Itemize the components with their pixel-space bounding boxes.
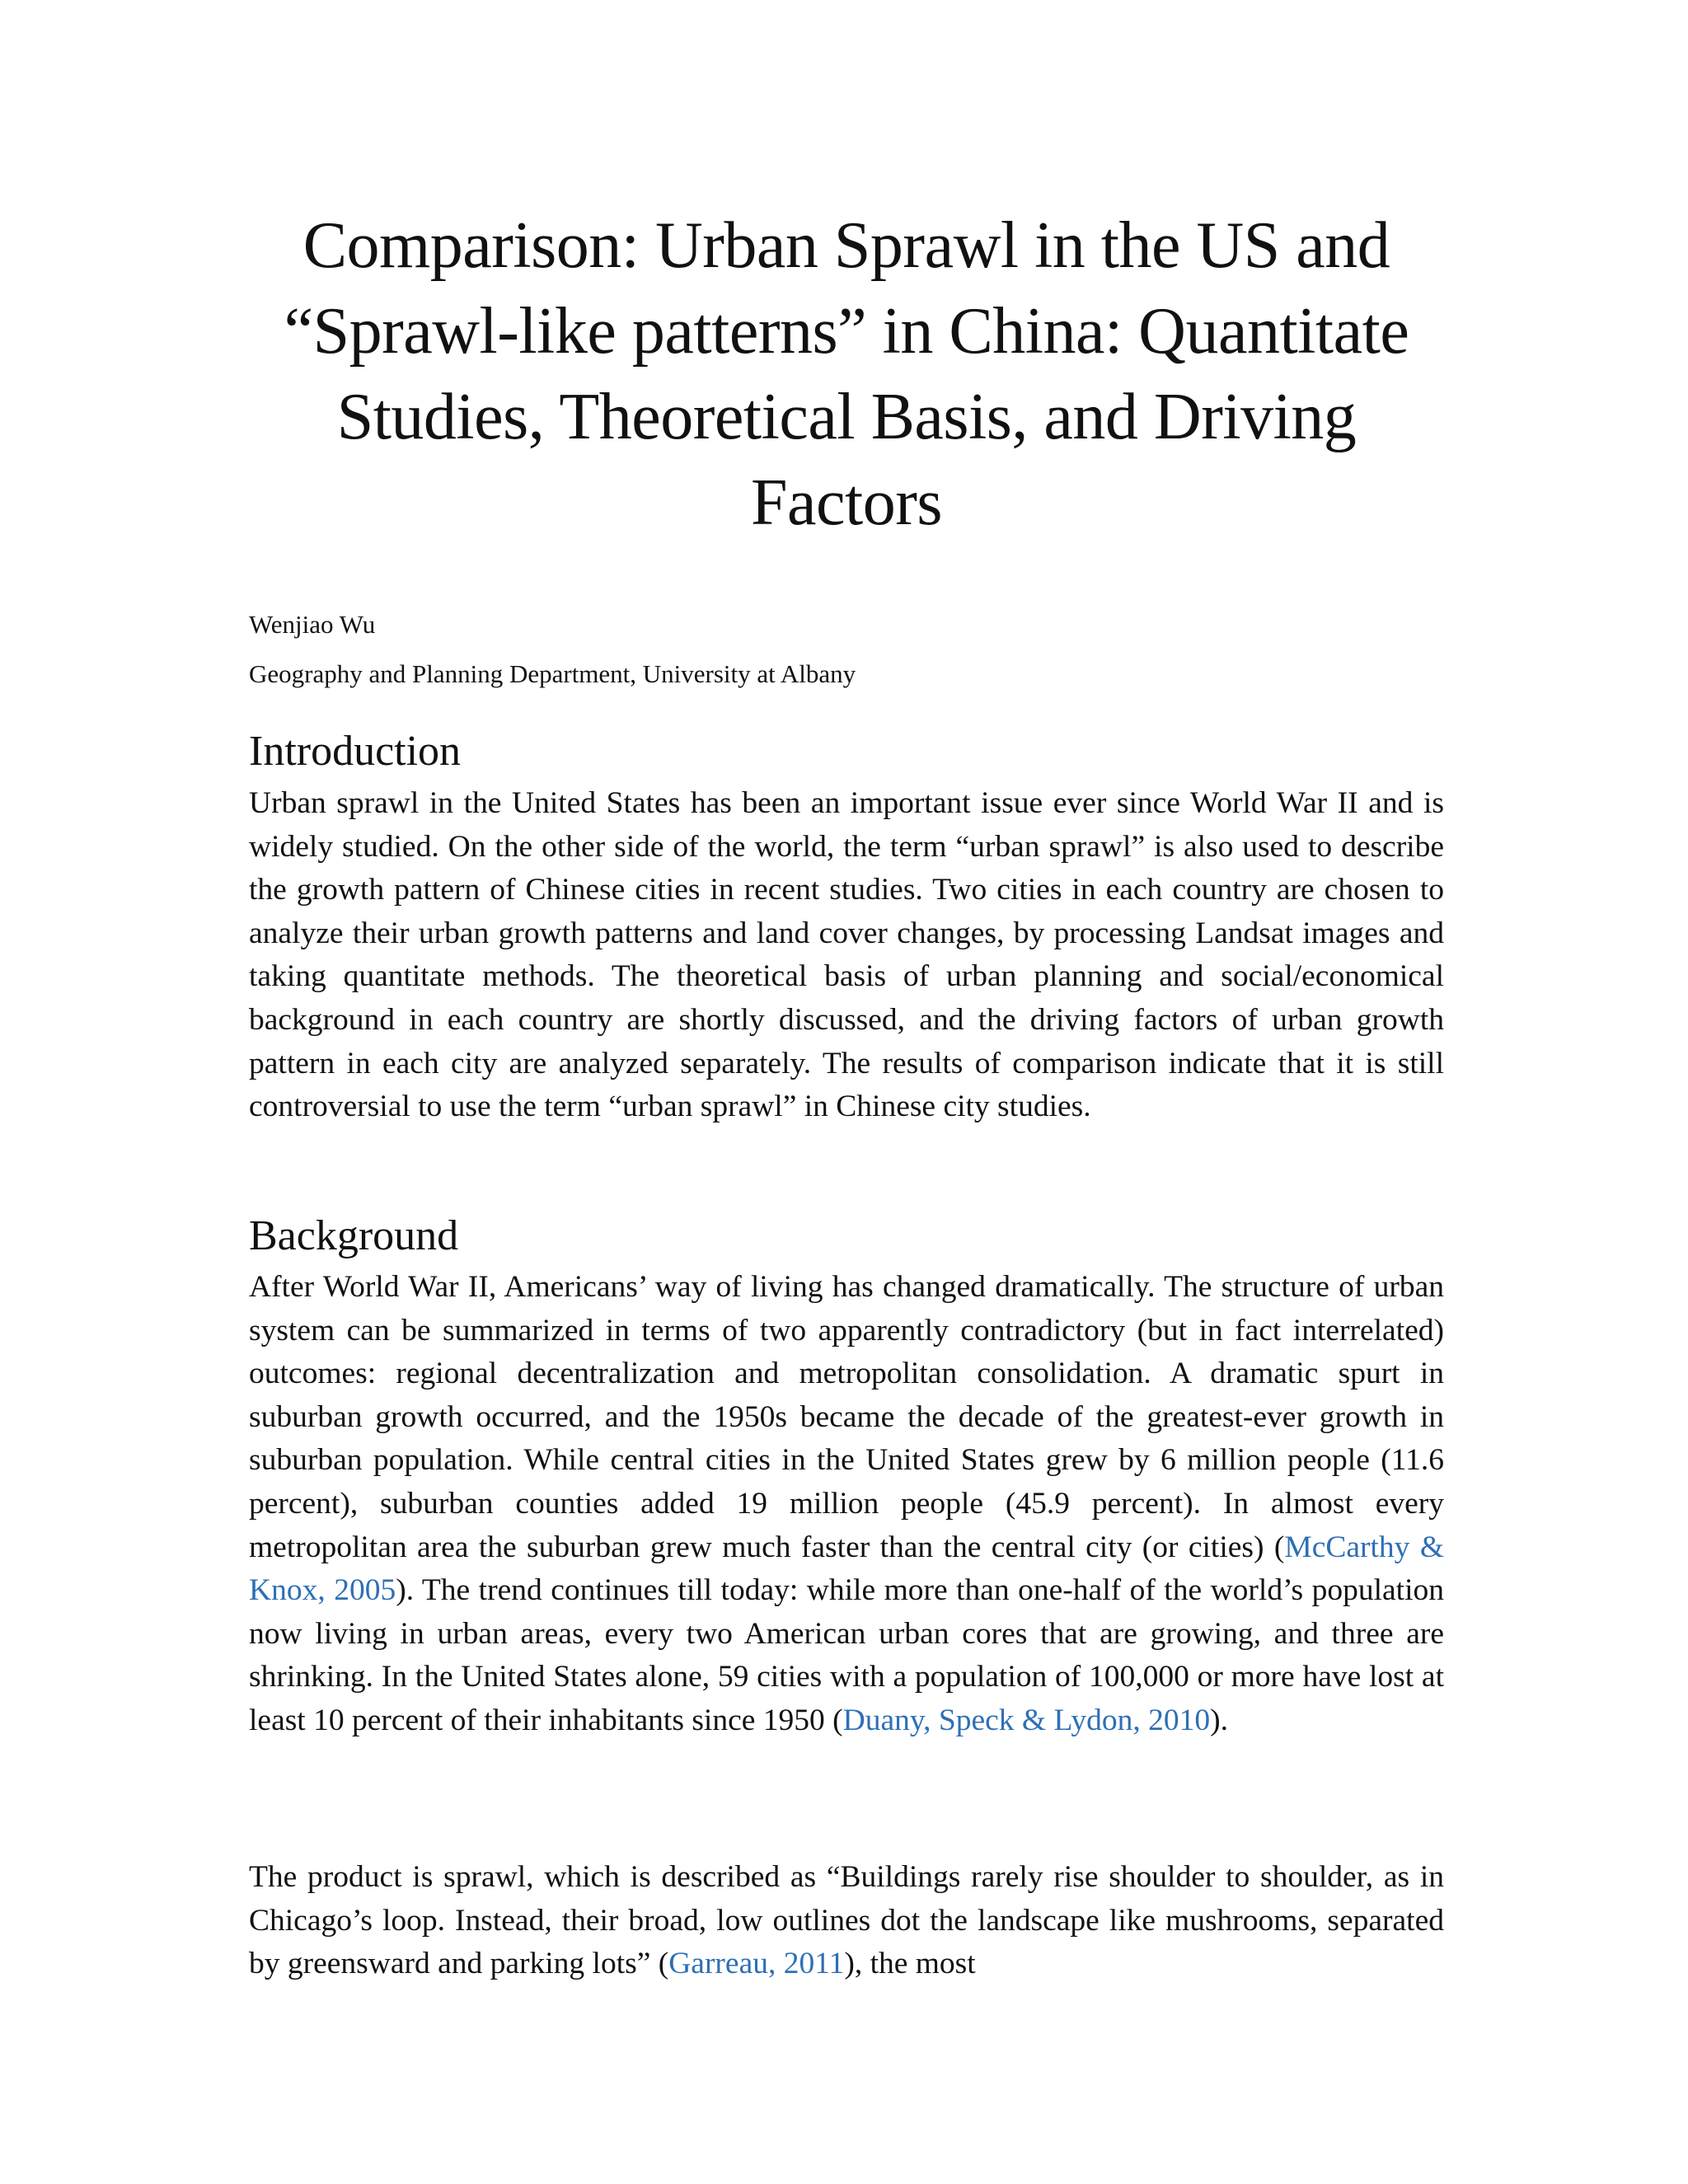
section-heading-background: Background — [249, 1212, 459, 1259]
paragraph-text: ). The trend continues till today: while more than one-half of the world’s population now living in urban areas, every two American urban cores that are growing, and three are shrinking. In the United States alone, 59 cities with a population of 100,000 or more have lost at least 10 percent of their inhabitants since 1950 ( — [249, 1573, 1444, 1737]
author-name: Wenjiao Wu — [249, 610, 376, 639]
background-paragraph-1 — [249, 1266, 1444, 1743]
citation-link[interactable]: Garreau, 2011 — [668, 1947, 845, 1981]
author-affiliation: Geography and Planning Department, University at Albany — [249, 659, 856, 688]
introduction-paragraph: Urban sprawl in the United States has been an important issue ever since World War II and is widely studied. On the other side of the world, the term “urban sprawl” is also used to describe the growth pattern of Chinese cities in recent studies. Two cities in each country are chosen to analyze their urban growth patterns and land cover changes, by processing Landsat images and taking quantitate methods. The theoretical basis of urban planning and social/economical background in each country are shortly discussed, and the driving factors of urban growth pattern in each city are analyzed separately. The results of comparison indicate that it is still controversial to use the term “urban sprawl” in Chinese city studies. — [249, 786, 1444, 1124]
citation-link[interactable]: Duany, Speck & Lydon, 2010 — [842, 1703, 1211, 1737]
paragraph-text: ). — [1210, 1703, 1228, 1737]
section-heading-introduction: Introduction — [249, 728, 462, 775]
paper-title: Comparison: Urban Sprawl in the US and “Sprawl-like patterns” in China: Quantitate Studies, Theoretical Basis, and Driving Factors — [284, 209, 1409, 539]
paragraph-text: The product is sprawl, which is described as “Buildings rarely rise shoulder to shoulder, as in Chicago’s loop. Instead, their broad, low outlines dot the landscape like mushrooms, separated by greensward and parking lots” ( — [249, 1860, 1444, 1981]
paragraph-text: ), the most — [844, 1947, 976, 1981]
background-paragraph-2 — [249, 1856, 1444, 1986]
citation-link[interactable]: McCarthy & Knox, 2005 — [249, 1530, 1444, 1608]
paragraph-text: After World War II, Americans’ way of living has changed dramatically. The structure of urban system can be summarized in terms of two apparently contradictory (but in fact interrelated) outcomes: regional decentralization and metropolitan consolidation. A dramatic spurt in suburban growth occurred, and the 1950s became the decade of the greatest-ever growth in suburban population. While central cities in the United States grew by 6 million people (11.6 percent), suburban counties added 19 million people (45.9 percent). In almost every metropolitan area the suburban grew much faster than the central city (or cities) ( — [249, 1270, 1444, 1564]
